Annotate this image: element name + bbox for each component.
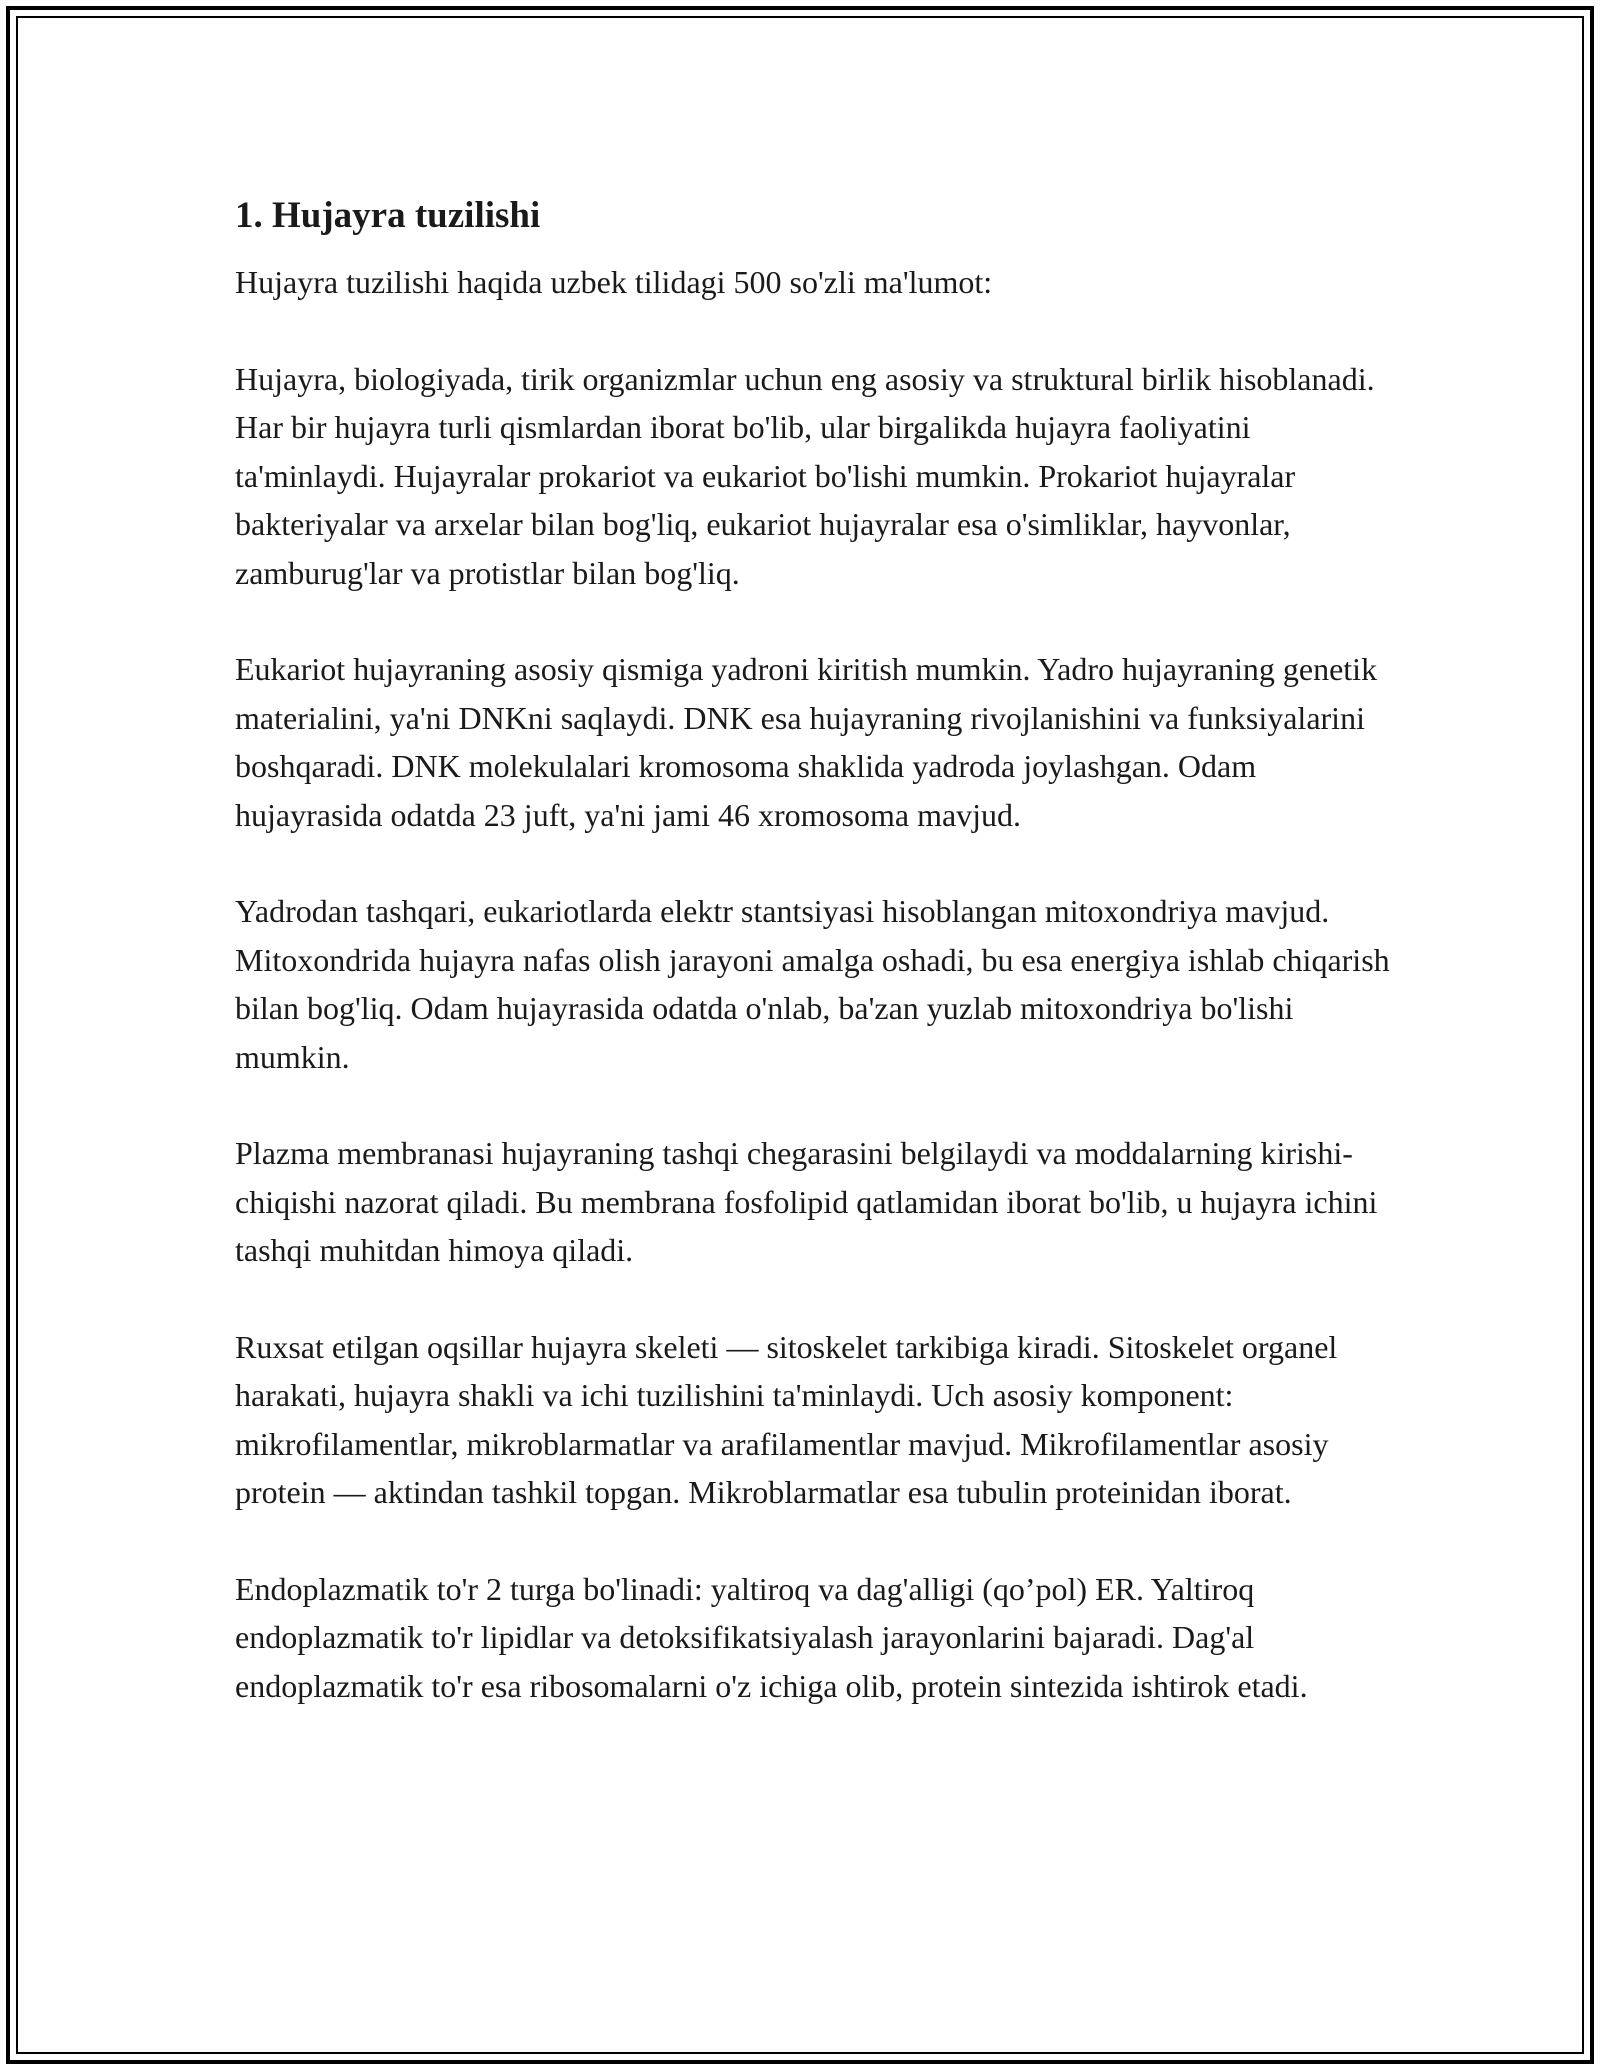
document-body	[235, 180, 1395, 1710]
paragraph-cytoskeleton: Ruxsat etilgan oqsillar hujayra skeleti — sitoskelet tarkibiga kiradi. Sitoskelet organel harakati, hujayra shakli va ichi tuzilishini ta'minlaydi. Uch asosiy komponent: mikrofilamentlar, mikroblarmatlar va arafilamentlar mavjud. Mikrofilamentlar asosiy protein — aktindan tashkil topgan. Mikroblarmatlar esa tubulin proteinidan iborat.	[235, 1328, 1338, 1511]
paragraph-mitochondria: Yadrodan tashqari, eukariotlarda elektr stantsiyasi hisoblangan mitoxondriya mavjud. Mitoxondrida hujayra nafas olish jarayoni amalga oshadi, bu esa energiya ishlab chiqarish bilan bog'liq. Odam hujayrasida odatda o'nlab, ba'zan yuzlab mitoxondriya bo'lishi mumkin.	[235, 893, 1390, 1075]
paragraph-cell-basics: Hujayra, biologiyada, tirik organizmlar uchun eng asosiy va struktural birlik hisoblanadi. Har bir hujayra turli qismlardan iborat bo'lib, ular birgalikda hujayra faoliyatini ta'minlaydi. Hujayralar prokariot va eukariot bo'lishi mumkin. Prokariot hujayralar bakteriyalar va arxelar bilan bog'liq, eukariot hujayralar esa o'simliklar, hayvonlar, zamburug'lar va protistlar bilan bog'liq.	[235, 360, 1375, 591]
paragraph-plasma-membrane: Plazma membranasi hujayraning tashqi chegarasini belgilaydi va moddalarning kirishi-chiqishi nazorat qiladi. Bu membrana fosfolipid qatlamidan iborat bo'lib, u hujayra ichini tashqi muhitdan himoya qiladi.	[235, 1135, 1378, 1269]
intro-line: Hujayra tuzilishi haqida uzbek tilidagi 500 so'zli ma'lumot:	[235, 264, 993, 301]
section-heading: 1. Hujayra tuzilishi	[235, 195, 541, 236]
paragraph-endoplasmic-reticulum: Endoplazmatik to'r 2 turga bo'linadi: yaltiroq va dag'alligi (qo’pol) ER. Yaltiroq endoplazmatik to'r lipidlar va detoksifikatsiyalash jarayonlarini bajaradi. Dag'al endoplazmatik to'r esa ribosomalarni o'z ichiga olib, protein sintezida ishtirok etadi.	[235, 1570, 1308, 1704]
paragraph-nucleus: Eukariot hujayraning asosiy qismiga yadroni kiritish mumkin. Yadro hujayraning genetik materialini, ya'ni DNKni saqlaydi. DNK esa hujayraning rivojlanishini va funksiyalarini boshqaradi. DNK molekulalari kromosoma shaklida yadroda joylashgan. Odam hujayrasida odatda 23 juft, ya'ni jami 46 xromosoma mavjud.	[235, 651, 1378, 833]
